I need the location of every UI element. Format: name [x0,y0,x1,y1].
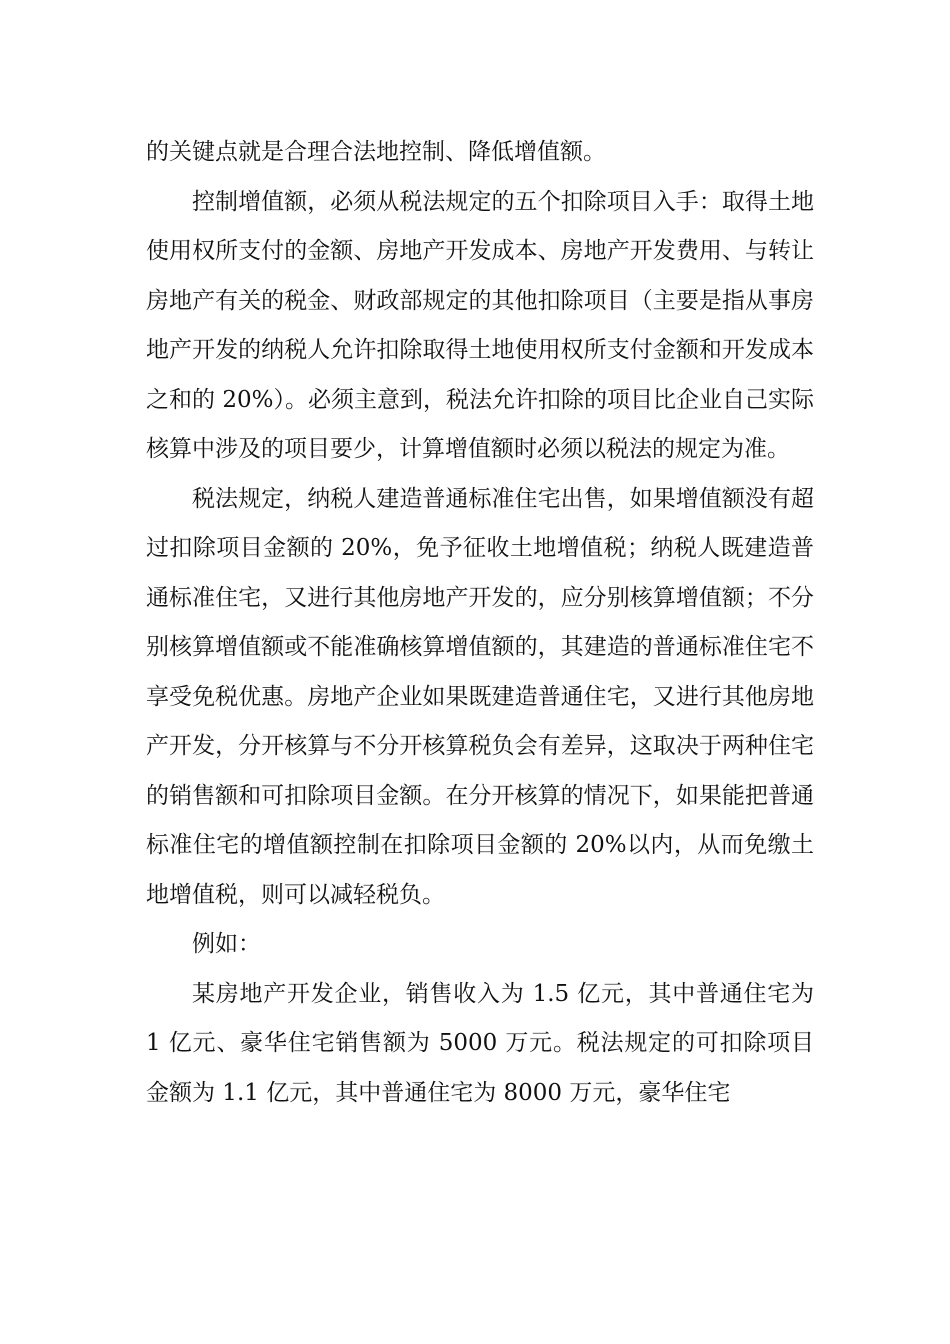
paragraph-example-label: 例如： [192,931,261,957]
paragraph-continuation: 的关键点就是合理合法地控制、降低增值额。 [146,139,606,165]
document-body [146,128,814,1118]
paragraph-tax-rules: 税法规定，纳税人建造普通标准住宅出售，如果增值额没有超过扣除项目金额的 20%，免予征收土地增值税；纳税人既建造普通标准住宅，又进行其他房地产开发的，应分别核算增值额；不分别核算增值额或不能准确核算增值额的，其建造的普通标准住宅不享受免税优惠。房地产企业如果既建造普通住宅，又进行其他房地产开发，分开核算与不分开核算税负会有差异，这取决于两种住宅的销售额和可扣除项目金额。在分开核算的情况下，如果能把普通标准住宅的增值额控制在扣除项目金额的 20%以内，从而免缴土地增值税，则可以减轻税负。 [146,485,814,908]
paragraph-example: 某房地产开发企业，销售收入为 1.5 亿元，其中普通住宅为 1 亿元、豪华住宅销售额为 5000 万元。税法规定的可扣除项目金额为 1.1 亿元，其中普通住宅为 8000 万元，豪华住宅 [146,980,814,1106]
paragraph-deduction-items: 控制增值额，必须从税法规定的五个扣除项目入手：取得土地使用权所支付的金额、房地产开发成本、房地产开发费用、与转让房地产有关的税金、财政部规定的其他扣除项目（主要是指从事房地产开发的纳税人允许扣除取得土地使用权所支付金额和开发成本之和的 20%）。必须主意到，税法允许扣除的项目比企业自己实际核算中涉及的项目要少，计算增值额时必须以税法的规定为准。 [146,188,814,462]
